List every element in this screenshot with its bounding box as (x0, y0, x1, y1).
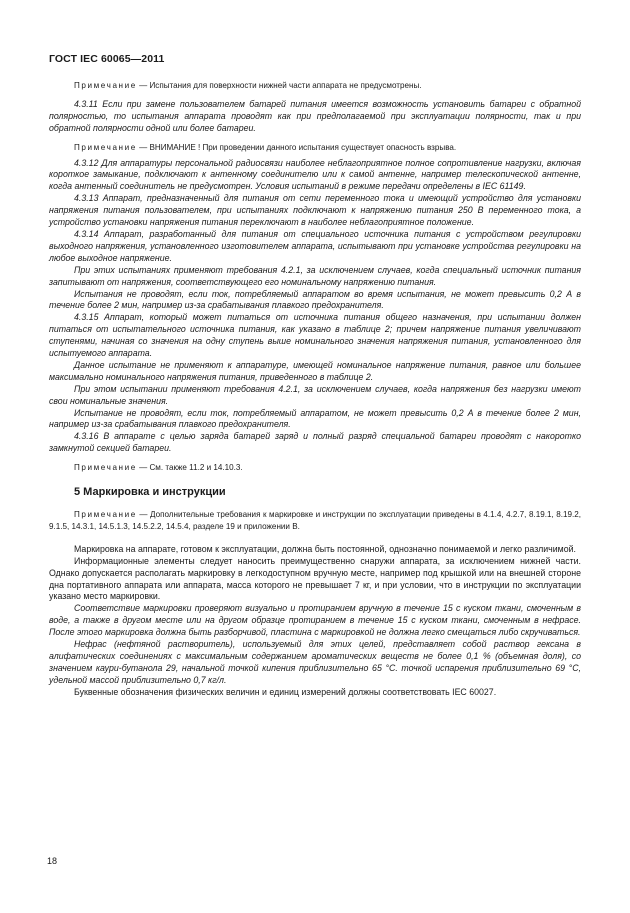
note-paragraph: Примечание — Испытания для поверхности нижней части аппарата не предусмотрены. (74, 81, 422, 90)
note-label: Примечание (74, 510, 137, 519)
section-heading: 5 Маркировка и инструкции (74, 486, 226, 499)
note-label: Примечание (74, 463, 137, 473)
note-paragraph: Примечание — См. также 11.2 и 14.10.3. (74, 463, 243, 473)
marking-placement: Информационные элементы следует наносить преимущественно снаружи аппарата, за исключением нижней части. Однако допускается располагать маркировку в легкодоступном вручную месте, например под крышкой или на внешней стороне дна портативного аппарата или аппарата, масса которого не превышает 7 кг, и при условии, что в инструкции по эксплуатации указано место маркировки. (49, 555, 581, 602)
page-header-standard-code: ГОСТ IEC 60065—2011 (49, 53, 165, 65)
clause-4-3-14-exception: Испытания не проводят, если ток, потребляемый аппаратом во время испытания, не может превысить 0,2 А в течение более 2 мин, например из-за срабатывания плавкого предохранителя. (49, 288, 581, 311)
note-label: Примечание (74, 81, 137, 90)
clause-4-3-12: 4.3.12 Для аппаратуры персональной радиосвязи наиболее неблагоприятное полное сопротивление нагрузки, включая короткое замыкание, подключают к антенному соединителю или к самой антенне, например телескопической антенне, когда антенный соединитель не предусмотрен. Условия испытаний в режиме передачи определены в IEC 61149. (49, 157, 581, 192)
marking-requirement: Маркировка на аппарате, готовом к эксплуатации, должна быть постоянной, однозначно понимаемой и легко различимой. (74, 543, 576, 554)
clause-4-3-16: 4.3.16 В аппарате с целью заряда батарей заряд и полный разряд специальной батареи проводят с накоротко замкнутой секцией батареи. (49, 431, 581, 454)
page-number: 18 (47, 856, 58, 866)
clause-4-3-15-scope: Данное испытание не применяют к аппаратуре, имеющей номинальное напряжение питания, равное или большее максимально номинального напряжения питания, приведенного в таблице 2. (49, 359, 581, 382)
marking-compliance-check: Соответствие маркировки проверяют визуально и протиранием вручную в течение 15 с куском ткани, смоченным в воде, а также в другом месте или на другом образце протиранием в течение 15 с куском ткани, смоченным в нефрасе. После этого маркировка должна быть разборчивой, пластина с маркировкой не должна легко смещаться либо скручиваться. (49, 603, 581, 638)
petroleum-spirit-definition: Нефрас (нефтяной растворитель), используемый для этих целей, представляет собой раствор гексана в алифатических соединениях с максимальным содержанием ароматических веществ не более 0,1 % (объемная доля), со значением каури-бутанола 29, начальной точкой кипения приблизительно 65 °С. точкой испарения приблизительно 69 °С, удельной массой приблизительно 0,7 кг/л. (49, 639, 581, 685)
note-label: Примечание (74, 142, 137, 152)
clause-4-3-14-tests: При этих испытаниях применяют требования 4.2.1, за исключением случаев, когда специальный источник питания запитывают от напряжения, соответствующего его номинальному напряжению питания. (49, 264, 581, 287)
note-paragraph: Примечание — Дополнительные требования к маркировке и инструкции по эксплуатации приведены в 4.1.4, 4.2.7, 8.19.1, 8.19.2, 9.1.5, 14.3.1, 14.5.1.3, 14.5.2.2, 14.5.4, разделе 19 и приложении В. (49, 510, 581, 531)
clause-4-3-13: 4.3.13 Аппарат, предназначенный для питания от сети переменного тока и имеющий устройство для установки напряжения питания пользователем, при испытаниях подключают к напряжению питания 250 В переменного тока, а устройство установки напряжения питания переключают в наиболее неблагоприятное положение. (49, 193, 581, 228)
note-paragraph: Примечание — ВНИМАНИЕ ! При проведении данного испытания существует опасность взрыва. (74, 142, 457, 152)
clause-4-3-15-exception: Испытание не проводят, если ток, потребляемый аппаратом, не может превысить 0,2 А в течение более 2 мин, например из-за срабатывания плавкого предохранителя. (49, 407, 581, 430)
clause-4-3-15-tests: При этом испытании применяют требования 4.2.1, за исключением случаев, когда напряжения без нагрузки имеют свои номинальные значения. (49, 383, 581, 406)
clause-4-3-11: 4.3.11 Если при замене пользователем батарей питания имеется возможность установить батареи с обратной полярностью, то испытания аппарата проводят как при предполагаемой при эксплуатации полярности, так и при обратной полярности одной или более батареи. (49, 98, 581, 133)
document-body (49, 76, 581, 699)
quantity-symbols-requirement: Буквенные обозначения физических величин и единиц измерений должны соответствовать IEC 60027. (74, 686, 497, 697)
clause-4-3-14: 4.3.14 Аппарат, разработанный для питания от специального источника питания с устройством регулировки выходного напряжения, установленного изготовителем аппарата, испытывают при установке устройства регулировки на любое выходное напряжение. (49, 228, 581, 263)
clause-4-3-15: 4.3.15 Аппарат, который может питаться от источника питания общего назначения, при испытании должен питаться от испытательного источника питания, как указано в таблице 2; причем напряжение питания увеличивают ступенями, начиная со значения на одну ступень выше номинального значения напряжения питания, установленного для испытуемого аппарата. (49, 312, 581, 359)
